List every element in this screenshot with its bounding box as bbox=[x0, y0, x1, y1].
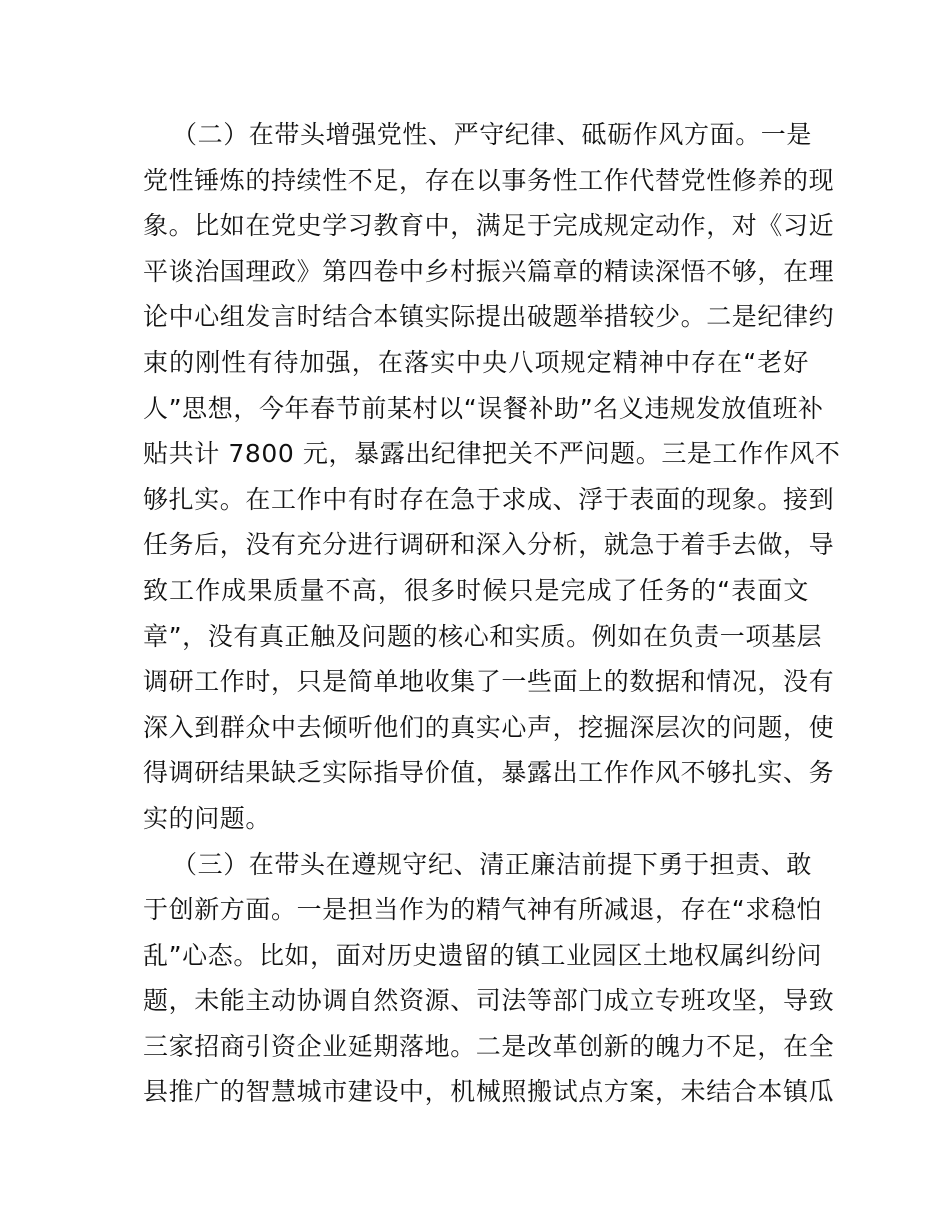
text-line: 县推广的智慧城市建设中，机械照搬试点方案，未结合本镇瓜 bbox=[143, 1077, 835, 1107]
text-line: 任务后，没有充分进行调研和深入分析，就急于着手去做，导 bbox=[143, 530, 835, 560]
text-line: 于创新方面。一是担当作为的精气神有所减退，存在“求稳怕 bbox=[143, 895, 823, 925]
text-line: 贴共计 7800 元，暴露出纪律把关不严问题。三是工作作风不 bbox=[143, 439, 841, 469]
text-line: 人”思想，今年春节前某村以“误餐补助”名义违规发放值班补 bbox=[143, 393, 824, 423]
text-line: 章”，没有真正触及问题的核心和实质。例如在负责一项基层 bbox=[143, 621, 823, 651]
text-line: 深入到群众中去倾听他们的真实心声，挖掘深层次的问题，使 bbox=[143, 712, 835, 742]
text-line: 党性锤炼的持续性不足，存在以事务性工作代替党性修养的现 bbox=[143, 165, 835, 195]
text-line: 象。比如在党史学习教育中，满足于完成规定动作，对《习近 bbox=[143, 211, 835, 241]
text-line: 题，未能主动协调自然资源、司法等部门成立专班攻坚，导致 bbox=[143, 986, 835, 1016]
text-line: 实的问题。 bbox=[143, 803, 272, 833]
text-line: 够扎实。在工作中有时存在急于求成、浮于表面的现象。接到 bbox=[143, 484, 835, 514]
text-line: 乱”心态。比如，面对历史遗留的镇工业园区土地权属纠纷问 bbox=[143, 940, 823, 970]
text-line: 三家招商引资企业延期落地。二是改革创新的魄力不足，在全 bbox=[143, 1031, 835, 1061]
paragraph-2 bbox=[143, 112, 841, 842]
document-page bbox=[143, 112, 841, 1115]
text-line: 得调研结果缺乏实际指导价值，暴露出工作作风不够扎实、务 bbox=[143, 758, 835, 788]
text-line: 论中心组发言时结合本镇实际提出破题举措较少。二是纪律约 bbox=[143, 302, 835, 332]
text-line: （三）在带头在遵规守纪、清正廉洁前提下勇于担责、敢 bbox=[172, 849, 813, 879]
text-line: 束的刚性有待加强，在落实中央八项规定精神中存在“老好 bbox=[143, 347, 809, 377]
paragraph-3 bbox=[143, 842, 835, 1116]
text-line: 致工作成果质量不高，很多时候只是完成了任务的“表面文 bbox=[143, 575, 809, 605]
text-line: （二）在带头增强党性、严守纪律、砥砺作风方面。一是 bbox=[172, 120, 813, 149]
text-line: 平谈治国理政》第四卷中乡村振兴篇章的精读深悟不够，在理 bbox=[143, 256, 835, 286]
text-line: 调研工作时，只是简单地收集了一些面上的数据和情况，没有 bbox=[143, 667, 835, 697]
